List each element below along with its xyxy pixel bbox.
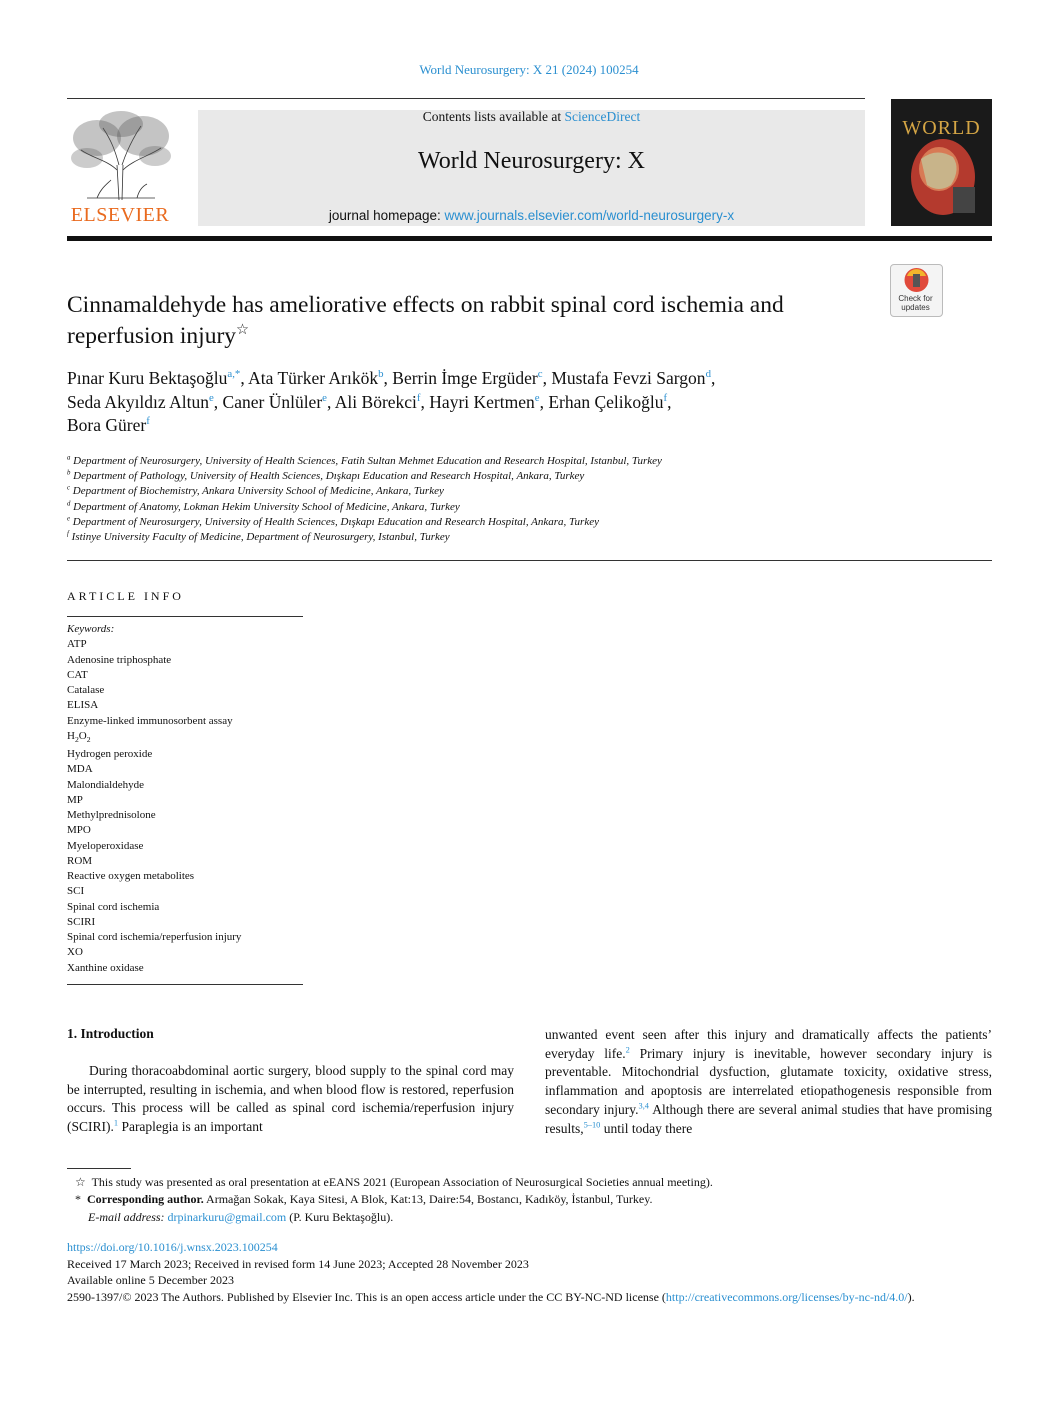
author-name: Ali Börekci — [334, 391, 417, 412]
affiliation-text: Department of Neurosurgery, University of Health Sciences, Fatih Sultan Mehmet Education and Research Hospital, Istanbul, Turkey — [73, 455, 662, 467]
footnote-corr-label: Corresponding author. — [87, 1192, 204, 1207]
author-affiliation-mark[interactable]: f — [416, 391, 421, 404]
keyword-item: MP — [67, 793, 83, 806]
footnote-corr-text: Armağan Sokak, Kaya Sitesi, A Blok, Kat:13, Daire:54, Bostancı, Kadıköy, İstanbul, Turkey. — [203, 1192, 653, 1207]
author-separator: , — [710, 368, 716, 388]
author-separator: , — [326, 391, 335, 412]
keywords-label: Keywords: — [67, 623, 115, 635]
journal-citation[interactable]: World Neurosurgery: X 21 (2024) 100254 — [419, 62, 639, 77]
citation-ref[interactable]: 1 — [113, 1118, 119, 1128]
author-separator: , — [420, 391, 430, 412]
email-link[interactable]: drpinarkuru@gmail.com — [167, 1209, 287, 1224]
author-separator: , — [213, 391, 223, 412]
affiliation-mark: d — [67, 499, 71, 507]
keyword-item: Hydrogen peroxide — [67, 748, 153, 761]
intro-column-left — [67, 1062, 514, 1137]
doi-link[interactable]: https://doi.org/10.1016/j.wnsx.2023.100254 — [67, 1240, 278, 1254]
keyword-item: Adenosine triphosphate — [67, 653, 172, 666]
body-text: Paraplegia is an important — [118, 1119, 263, 1135]
keyword-item: Methylprednisolone — [67, 809, 156, 822]
section-heading-introduction: 1. Introduction — [67, 1026, 154, 1041]
author-name: Seda Akyıldız Altun — [67, 391, 209, 412]
author-affiliation-mark[interactable]: e — [322, 391, 327, 404]
body-text: unwanted event seen after this injury and dramatically affects the patients’ everyday life. — [545, 1027, 992, 1061]
author-name: Mustafa Fevzi Sargon — [551, 368, 706, 388]
contents-prefix: Contents lists available at — [422, 109, 562, 124]
author-name: Caner Ünlüler — [222, 391, 323, 412]
license-statement — [67, 1289, 992, 1306]
title-footnote-mark[interactable]: ☆ — [236, 322, 250, 339]
keywords-box — [67, 622, 307, 976]
affiliation-text: Department of Anatomy, Lokman Hekim University School of Medicine, Ankara, Turkey — [73, 500, 460, 513]
keyword-item: Catalase — [67, 684, 105, 696]
author-name: Berrin İmge Ergüder — [392, 368, 538, 388]
keyword-item: Xanthine oxidase — [67, 961, 144, 974]
affiliation-text: Department of Neurosurgery, University of Health Sciences, Dışkapı Education and Research Hospital, Ankara, Turkey — [72, 515, 599, 528]
body-text: During thoracoabdominal aortic surgery, blood supply to the spinal cord may be interrupted, resulting in ischemia, and when blood flow is restored, reperfusion occurs. This process will be called as spinal cord ischemia/reperfusion injury (SCIRI). — [67, 1063, 514, 1135]
affiliation-item — [67, 454, 967, 469]
keyword-item: Myeloperoxidase — [67, 839, 144, 852]
author-name: Bora Gürer — [67, 415, 147, 435]
footnote-star-text: This study was presented as oral presentation at eEANS 2021 (European Association of Neurosurgical Societies annual meeting). — [91, 1175, 713, 1189]
footnote-star-mark: ☆ — [75, 1175, 86, 1189]
footnote-presentation — [75, 1174, 975, 1191]
header-rule — [67, 98, 865, 99]
article-title-text: Cinnamaldehyde has ameliorative effects on rabbit spinal cord ischemia and reperfusion injury — [67, 292, 784, 349]
intro-column-right — [545, 1026, 992, 1138]
author-affiliation-mark[interactable]: d — [705, 368, 711, 381]
author-separator: , — [539, 391, 549, 412]
keyword-item: XO — [67, 946, 83, 959]
footnote-rule — [67, 1168, 131, 1169]
journal-cover-image — [891, 99, 992, 226]
affiliation-mark: f — [67, 530, 69, 538]
body-text: Primary injury is inevitable, however secondary injury is preventable. Mitochondrial dysfuction, glutamate toxicity, oxidative stress, inflammation and apoptosis are interrelated etiopathogenesis responsible from secondary injury. — [545, 1045, 992, 1117]
body-text: until today there — [600, 1120, 693, 1136]
keyword-item: Spinal cord ischemia — [67, 900, 160, 913]
license-prefix: 2590-1397/© 2023 The Authors. Published by Elsevier Inc. This is an open access article under the CC BY-NC-ND license ( — [67, 1289, 666, 1304]
author-affiliation-mark[interactable]: f — [663, 391, 668, 404]
journal-title: World Neurosurgery: X — [418, 148, 645, 174]
article-title — [67, 290, 867, 352]
article-info-rule-bottom — [67, 984, 303, 985]
keyword-item: Malondialdehyde — [67, 778, 144, 791]
license-link[interactable]: http://creativecommons.org/licenses/by-nc-nd/4.0/ — [665, 1289, 908, 1304]
citation-ref[interactable]: 3,4 — [638, 1101, 649, 1111]
author-separator: , — [383, 368, 393, 388]
homepage-link[interactable]: www.journals.elsevier.com/world-neurosurgery-x — [444, 208, 735, 223]
license-suffix: ). — [907, 1289, 915, 1304]
homepage-prefix: journal homepage: — [328, 208, 441, 223]
affiliation-item — [67, 515, 967, 530]
citation-ref[interactable]: 2 — [625, 1045, 630, 1055]
affiliation-item — [67, 469, 967, 484]
author-separator: , — [542, 368, 552, 388]
author-separator: , — [240, 368, 249, 388]
footnote-email — [75, 1209, 975, 1226]
keyword-item: SCIRI — [67, 915, 96, 928]
author-affiliation-mark[interactable]: e — [534, 391, 540, 404]
affiliation-text: Department of Biochemistry, Ankara University School of Medicine, Ankara, Turkey — [72, 485, 444, 498]
author-name: Erhan Çelikoğlu — [548, 391, 664, 412]
article-info-rule-top — [67, 616, 303, 617]
author-list — [67, 367, 887, 438]
body-text: Although there are several animal studies that have promising results, — [545, 1101, 992, 1136]
sciencedirect-link[interactable]: ScienceDirect — [564, 109, 641, 124]
affiliation-item — [67, 530, 967, 545]
available-online: Available online 5 December 2023 — [67, 1273, 235, 1287]
cover-title: WORLD — [902, 117, 981, 139]
keyword-item: SCI — [67, 885, 85, 898]
citation-ref[interactable]: 5–10 — [583, 1120, 601, 1130]
keyword-item: $H_2O_2$ — [67, 729, 91, 744]
contents-line — [198, 109, 865, 125]
author-affiliation-mark[interactable]: e — [208, 391, 214, 404]
author-name: Pınar Kuru Bektaşoğlu — [67, 368, 228, 388]
affiliation-mark: e — [67, 515, 71, 523]
footnotes — [75, 1174, 975, 1226]
doi-block — [67, 1239, 992, 1305]
affiliation-item — [67, 500, 967, 515]
affiliation-mark: c — [67, 484, 71, 492]
keywords-list — [67, 637, 307, 976]
footnote-corresponding — [75, 1191, 975, 1208]
keyword-item: Enzyme-linked immunosorbent assay — [67, 714, 233, 727]
author-separator: , — [667, 391, 672, 412]
author-affiliation-mark[interactable]: b — [378, 368, 384, 381]
affiliation-mark: a — [67, 454, 71, 462]
article-info-heading: ARTICLE INFO — [67, 589, 184, 603]
author-affiliation-mark[interactable]: a,* — [227, 368, 241, 381]
keyword-item: ATP — [67, 638, 87, 651]
affiliation-text: Istinye University Faculty of Medicine, Department of Neurosurgery, Istanbul, Turkey — [71, 531, 450, 544]
author-affiliation-mark[interactable]: f — [146, 415, 150, 428]
author-name: Hayri Kertmen — [429, 391, 535, 412]
affiliation-mark: b — [67, 469, 71, 477]
footnote-corr-mark: * — [75, 1192, 81, 1207]
affiliation-text: Department of Pathology, University of Health Sciences, Dışkapı Education and Research Hospital, Ankara, Turkey — [73, 470, 585, 483]
email-label: E-mail address: — [88, 1209, 165, 1224]
keyword-item: Reactive oxygen metabolites — [67, 870, 195, 883]
keyword-item: ROM — [67, 854, 93, 867]
received-dates: Received 17 March 2023; Received in revised form 14 June 2023; Accepted 28 November 2023 — [67, 1256, 529, 1271]
affiliation-list — [67, 454, 967, 545]
affiliation-item — [67, 484, 967, 499]
keyword-item: MDA — [67, 763, 93, 776]
publisher-name: ELSEVIER — [70, 204, 170, 226]
section-rule — [67, 560, 992, 561]
keyword-item: Spinal cord ischemia/reperfusion injury — [67, 931, 242, 944]
author-name: Ata Türker Arıkök — [248, 368, 379, 388]
author-affiliation-mark[interactable]: c — [537, 368, 543, 381]
homepage-line — [198, 208, 865, 223]
masthead-thick-rule — [67, 236, 992, 241]
email-suffix: (P. Kuru Bektaşoğlu). — [286, 1209, 394, 1224]
keyword-item: ELISA — [67, 699, 99, 712]
check-for-updates-label: Check for updates — [898, 294, 933, 312]
keyword-item: CAT — [67, 668, 88, 681]
keyword-item: MPO — [67, 824, 91, 837]
